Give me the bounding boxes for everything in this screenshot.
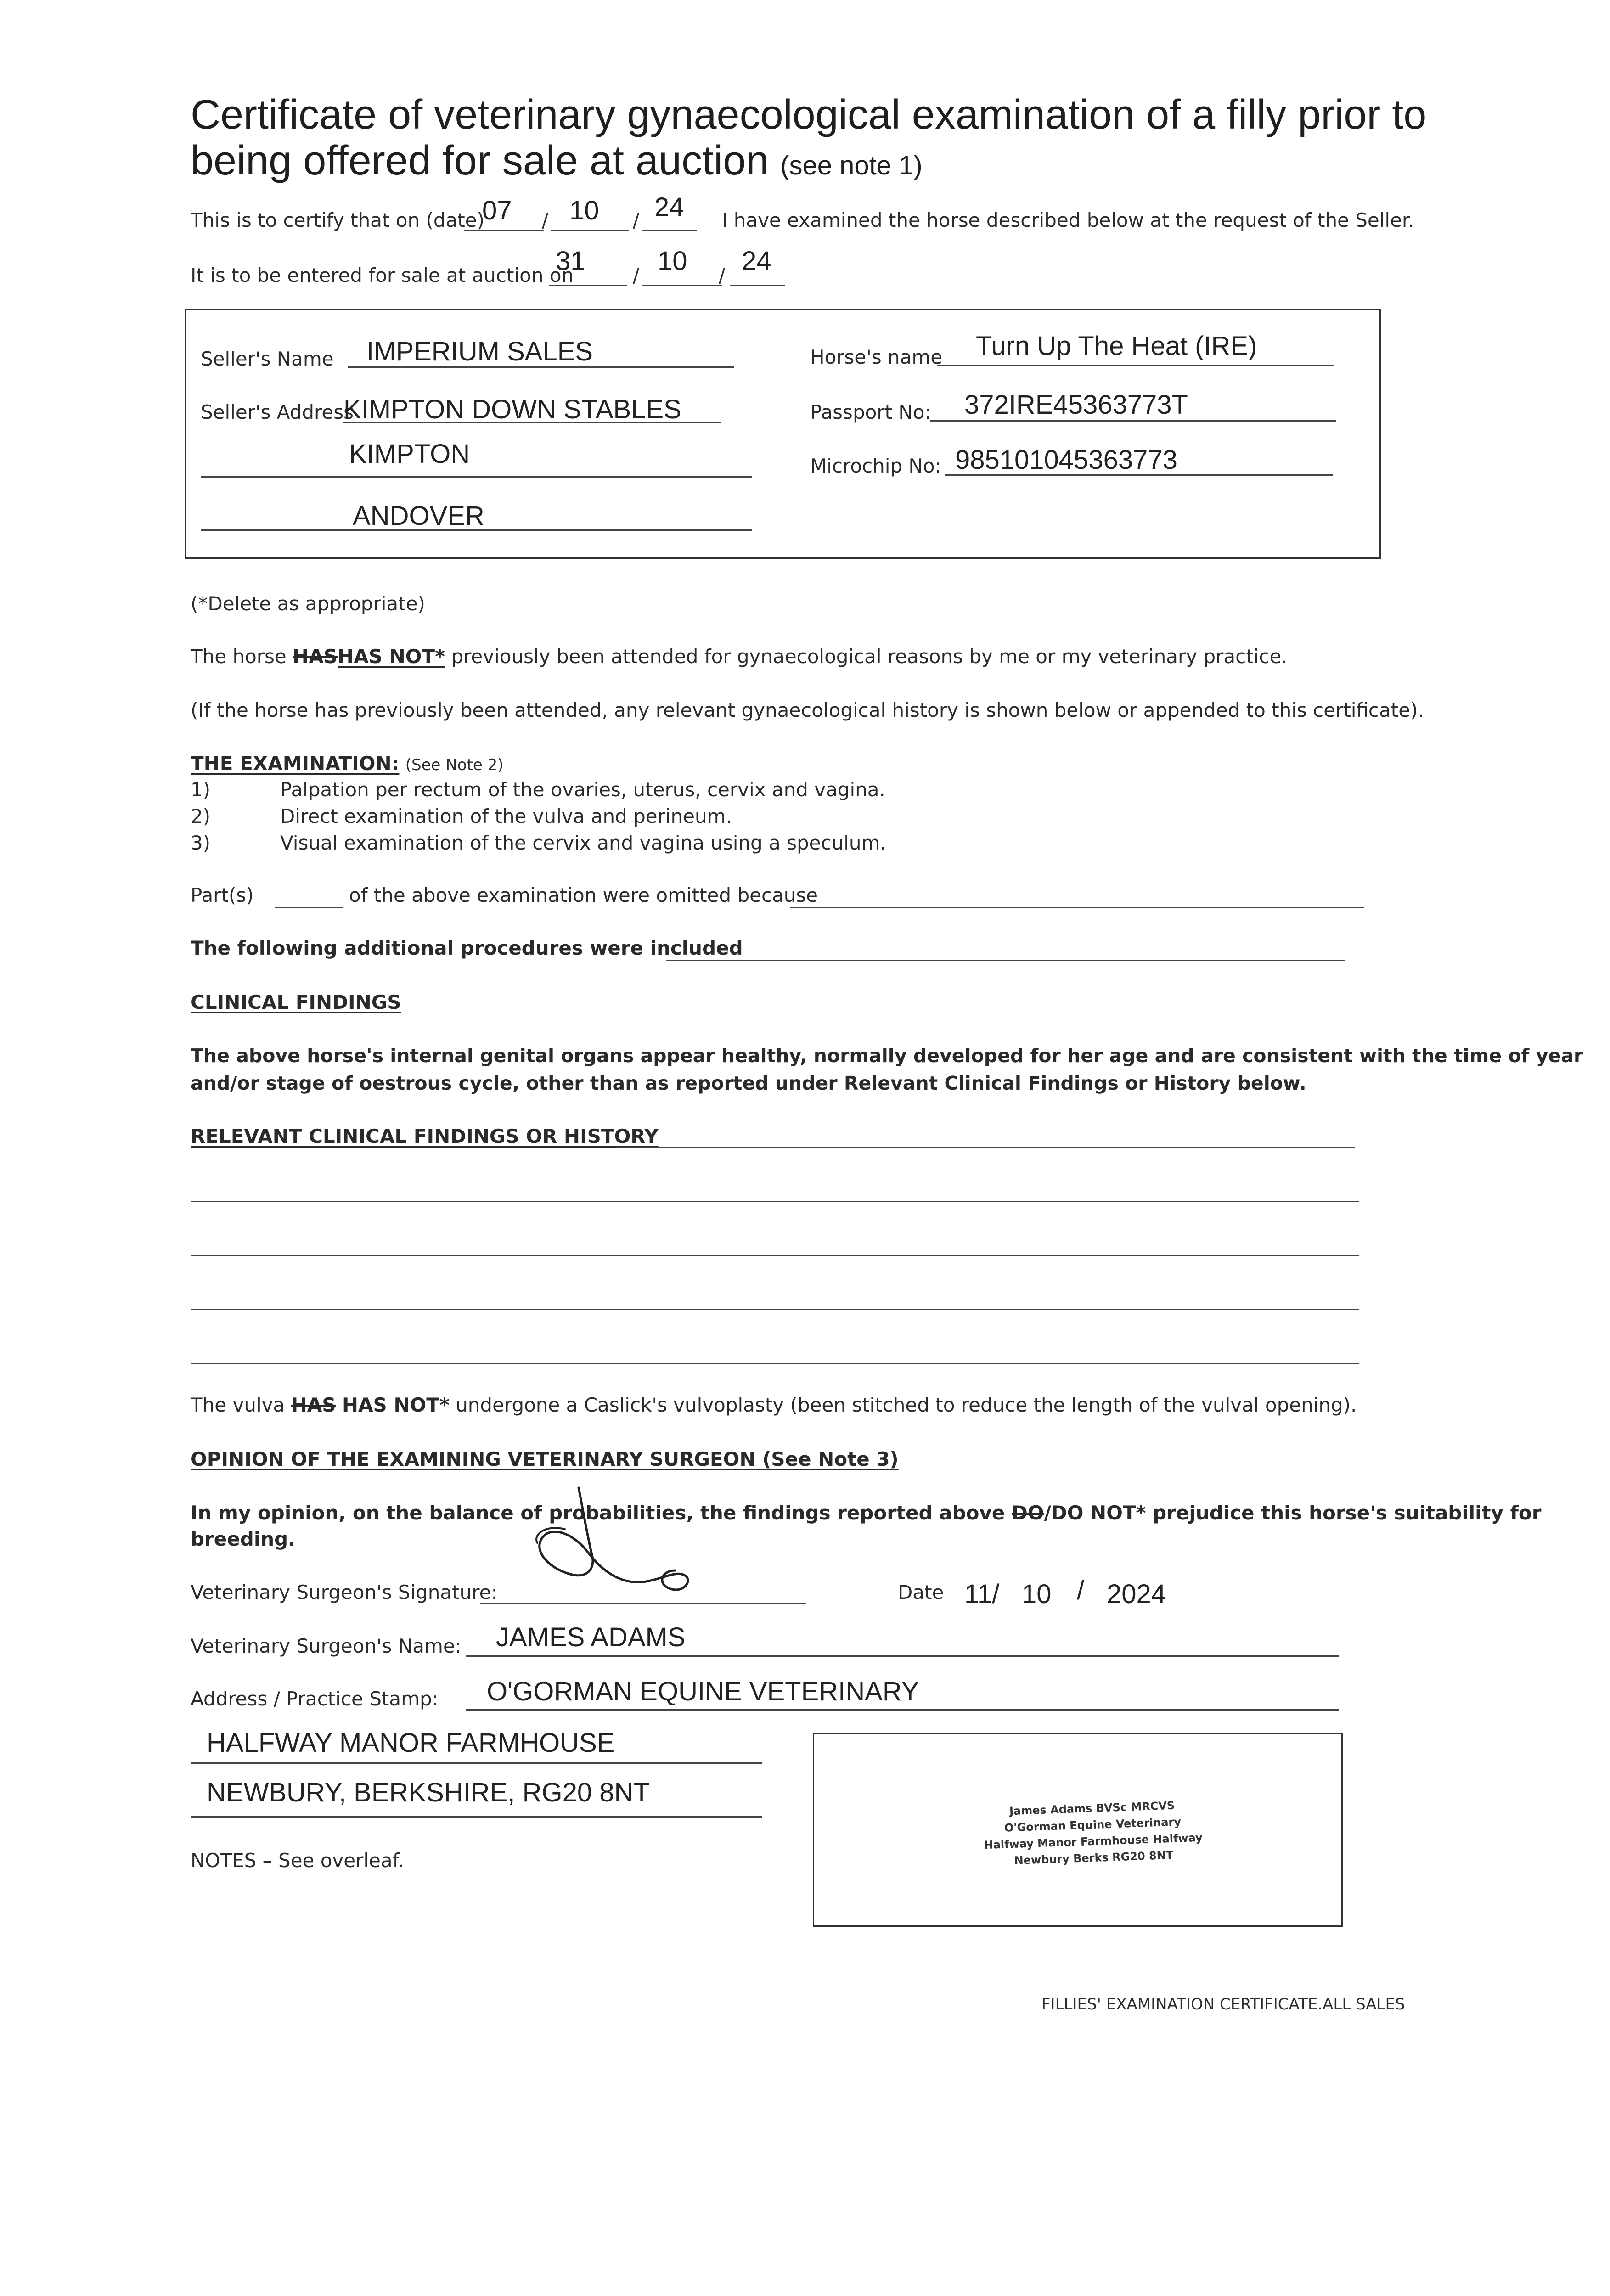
signature-date-month[interactable]: 10 — [1022, 1579, 1052, 1609]
microchip-number[interactable]: 985101045363773 — [955, 445, 1177, 475]
seller-address-line1-rule — [343, 422, 721, 423]
relevant-findings-line-0 — [615, 1147, 1355, 1148]
certify-year-line — [642, 230, 697, 231]
certify-prefix: This is to certify that on (date) — [191, 209, 484, 231]
opinion-line1-suffix[interactable]: /DO NOT* prejudice this horse's suitability for — [1044, 1502, 1542, 1524]
auction-day-line — [549, 285, 627, 286]
opinion-struck-option: DO — [1011, 1502, 1044, 1524]
vulva-choice[interactable]: HAS NOT* — [342, 1394, 450, 1416]
auction-sep1: / — [633, 264, 640, 287]
vet-name-label: Veterinary Surgeon's Name: — [191, 1635, 462, 1657]
vet-name[interactable]: JAMES ADAMS — [496, 1622, 686, 1652]
horse-name-line — [937, 365, 1334, 366]
practice-address-label: Address / Practice Stamp: — [191, 1688, 439, 1710]
certify-month[interactable]: 10 — [569, 196, 599, 225]
auction-sep2: / — [719, 264, 726, 287]
examination-item-num-1: 1) — [191, 778, 211, 801]
signature-date-day[interactable]: 11/ — [964, 1579, 1000, 1609]
attended-suffix: previously been attended for gynaecological reasons by me or my veterinary practice. — [451, 645, 1288, 668]
auction-day[interactable]: 31 — [556, 246, 585, 276]
certify-suffix: I have examined the horse described below at the request of the Seller. — [722, 209, 1414, 231]
seller-address-label: Seller's Address — [201, 401, 354, 423]
opinion-heading: OPINION OF THE EXAMINING VETERINARY SURGEON (See Note 3) — [191, 1448, 899, 1470]
examination-item-num-2: 2) — [191, 805, 211, 827]
stamp-line4: Newbury Berks RG20 8NT — [1014, 1848, 1174, 1868]
delete-note: (*Delete as appropriate) — [191, 592, 425, 615]
relevant-findings-line-4 — [191, 1363, 1359, 1364]
examination-item-num-3: 3) — [191, 832, 211, 854]
history-note: (If the horse has previously been attended, any relevant gynaecological history is shown below or appended to this certificate). — [191, 699, 1424, 721]
signature-date-sep: / — [1077, 1576, 1085, 1605]
stamp-line3: Halfway Manor Farmhouse Halfway — [984, 1831, 1203, 1852]
examination-heading-text: THE EXAMINATION: — [191, 752, 400, 775]
certify-day[interactable]: 07 — [482, 196, 512, 225]
certify-sep2: / — [633, 209, 640, 231]
seller-address-line3[interactable]: ANDOVER — [353, 501, 484, 531]
practice-address-line1-rule — [191, 1762, 762, 1764]
seller-address-line3-rule — [201, 529, 752, 531]
examination-item-text-3: Visual examination of the cervix and vagina using a speculum. — [280, 832, 886, 854]
clinical-findings-text-line1: The above horse's internal genital organs appear healthy, normally developed for her age and are consistent with the time of year — [191, 1045, 1583, 1067]
additional-procedures-label: The following additional procedures were included — [191, 937, 743, 959]
practice-address-line2[interactable]: NEWBURY, BERKSHIRE, RG20 8NT — [207, 1778, 650, 1807]
stamp-line2: O'Gorman Equine Veterinary — [1004, 1815, 1182, 1835]
seller-name-label: Seller's Name — [201, 348, 334, 370]
seller-name-line — [348, 366, 734, 368]
auction-year[interactable]: 24 — [742, 246, 771, 276]
signature-label: Veterinary Surgeon's Signature: — [191, 1581, 498, 1604]
horse-name-label: Horse's name — [810, 346, 943, 368]
auction-month-line — [642, 285, 722, 286]
relevant-findings-line-2 — [191, 1255, 1359, 1256]
title-line2-text: being offered for sale at auction — [191, 138, 769, 184]
signature-date-year[interactable]: 2024 — [1107, 1579, 1166, 1609]
relevant-findings-line-3 — [191, 1309, 1359, 1310]
certify-sep1: / — [542, 209, 549, 231]
auction-month[interactable]: 10 — [658, 246, 687, 276]
clinical-findings-text-line2: and/or stage of oestrous cycle, other than as reported under Relevant Clinical Findings or History below. — [191, 1072, 1306, 1094]
seller-address-line1[interactable]: KIMPTON DOWN STABLES — [343, 394, 681, 424]
attended-choice[interactable]: HAS NOT* — [338, 645, 445, 668]
omitted-middle: of the above examination were omitted because — [349, 884, 818, 906]
footer-label: FILLIES' EXAMINATION CERTIFICATE.ALL SALES — [1041, 1995, 1405, 2014]
practice-address-line1[interactable]: HALFWAY MANOR FARMHOUSE — [207, 1728, 615, 1758]
practice-name[interactable]: O'GORMAN EQUINE VETERINARY — [487, 1677, 919, 1706]
auction-year-line — [730, 285, 785, 286]
examination-item-text-2: Direct examination of the vulva and perineum. — [280, 805, 732, 827]
examination-note: (See Note 2) — [405, 756, 504, 774]
omitted-prefix: Part(s) — [191, 884, 254, 906]
notes-reference: NOTES – See overleaf. — [191, 1849, 404, 1872]
opinion-line1-prefix: In my opinion, on the balance of probabilities, the findings reported above — [191, 1502, 1005, 1524]
horse-name[interactable]: Turn Up The Heat (IRE) — [976, 331, 1257, 361]
vulva-statement — [191, 1394, 1357, 1416]
document-title-line2 — [191, 138, 923, 189]
practice-name-line — [466, 1709, 1339, 1711]
additional-procedures-line — [666, 960, 1345, 961]
microchip-line — [945, 474, 1333, 476]
passport-number[interactable]: 372IRE45363773T — [964, 390, 1188, 420]
seller-address-line2-rule — [201, 476, 752, 478]
vulva-suffix: undergone a Caslick's vulvoplasty (been stitched to reduce the length of the vulval opening). — [456, 1394, 1357, 1416]
attended-struck-option: HAS — [293, 645, 338, 668]
vet-signature — [524, 1483, 716, 1593]
examination-heading — [191, 752, 503, 775]
signature-date-label: Date — [898, 1581, 944, 1604]
auction-prefix: It is to be entered for sale at auction on — [191, 264, 574, 287]
vulva-struck-option: HAS — [291, 1394, 336, 1416]
certify-year[interactable]: 24 — [654, 192, 684, 222]
stamp-line1: James Adams BVSc MRCVS — [1009, 1799, 1175, 1818]
microchip-label: Microchip No: — [810, 455, 941, 477]
relevant-findings-heading: RELEVANT CLINICAL FINDINGS OR HISTORY — [191, 1125, 659, 1148]
clinical-findings-heading: CLINICAL FINDINGS — [191, 991, 401, 1013]
attended-prefix: The horse — [191, 645, 287, 668]
certify-day-line — [464, 230, 544, 231]
vulva-prefix: The vulva — [191, 1394, 285, 1416]
certify-month-line — [551, 230, 629, 231]
examination-item-text-1: Palpation per rectum of the ovaries, uterus, cervix and vagina. — [280, 778, 885, 801]
opinion-line2: breeding. — [191, 1528, 296, 1550]
opinion-line1 — [191, 1502, 1541, 1524]
passport-label: Passport No: — [810, 401, 931, 423]
omitted-parts-line — [275, 907, 343, 908]
practice-address-line2-rule — [191, 1816, 762, 1818]
attended-statement — [191, 645, 1288, 668]
passport-line — [930, 420, 1336, 422]
seller-address-line2[interactable]: KIMPTON — [349, 439, 470, 469]
omitted-reason-line — [790, 907, 1364, 908]
title-note: (see note 1) — [780, 151, 923, 180]
relevant-findings-line-1 — [191, 1201, 1359, 1202]
signature-line — [480, 1603, 806, 1604]
vet-name-line — [466, 1655, 1339, 1657]
practice-stamp — [954, 1795, 1232, 1871]
seller-name[interactable]: IMPERIUM SALES — [366, 337, 593, 366]
document-title-line1: Certificate of veterinary gynaecological examination of a filly prior to — [191, 92, 1427, 138]
